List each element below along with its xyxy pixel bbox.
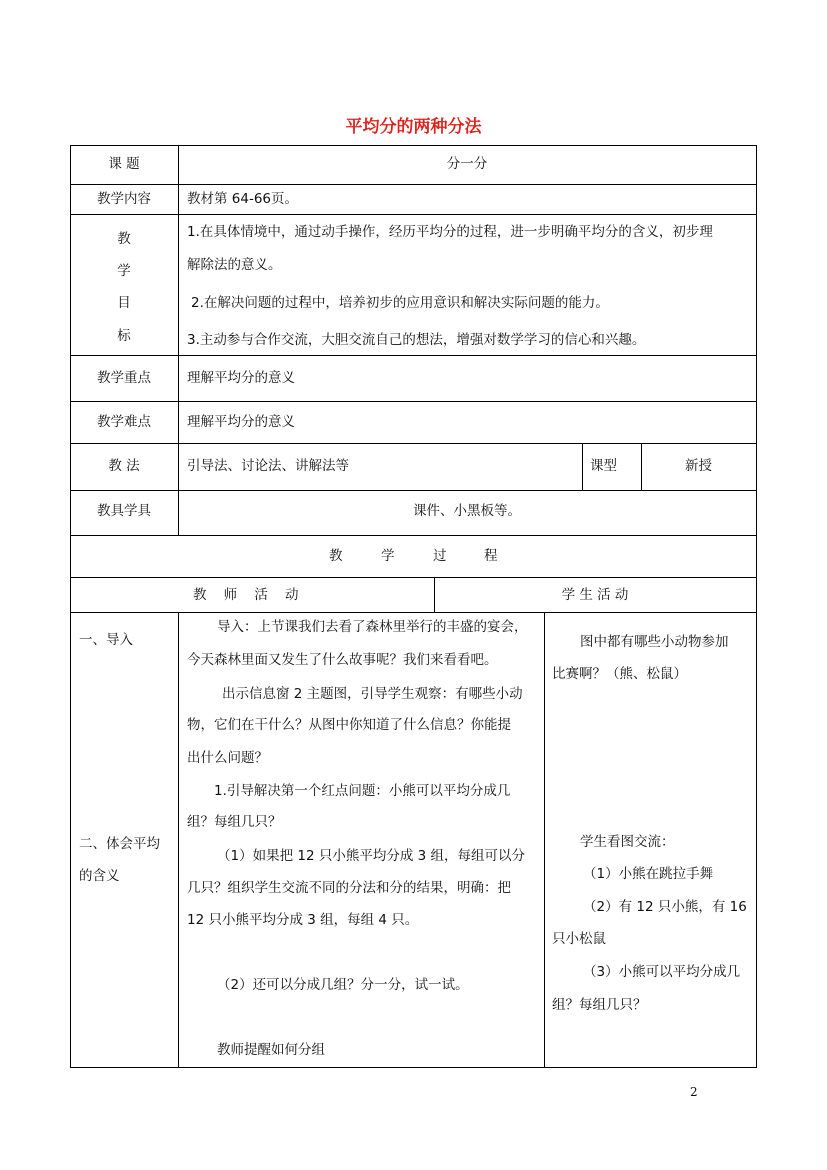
teacher-activity-line: 出什么问题？	[187, 750, 268, 766]
student-activity-line: 图中都有哪些小动物参加	[580, 634, 729, 650]
section-experience: 的含义	[79, 868, 120, 884]
teacher-activity-line: （1）如果把 12 只小熊平均分成 3 组，每组可以分	[217, 848, 526, 864]
student-activity-line: 比赛啊？（熊、松鼠）	[552, 666, 687, 682]
teacher-activity-line: 12 只小熊平均分成 3 组，每组 4 只。	[187, 912, 419, 928]
table-border-top	[70, 145, 757, 146]
teacher-activity-line: 物，它们在干什么？从图中你知道了什么信息？你能提	[187, 717, 511, 733]
table-border-bottom	[70, 1067, 757, 1068]
goals-label-char: 标	[117, 328, 131, 344]
goal-item: 1.在具体情境中，通过动手操作，经历平均分的过程，进一步明确平均分的含义，初步理	[187, 224, 713, 240]
student-activity-line: 组？每组几只？	[552, 997, 647, 1013]
row-divider	[70, 612, 757, 613]
row-divider	[70, 535, 757, 536]
goals-label-char: 教	[117, 231, 131, 247]
method-label: 教 法	[108, 458, 140, 474]
teacher-activity-line: 几只？组织学生交流不同的分法和分的结果，明确：把	[187, 880, 511, 896]
goal-item: 解除法的意义。	[187, 257, 282, 273]
key-point-value: 理解平均分的意义	[187, 370, 295, 386]
topic-label: 课 题	[108, 156, 140, 172]
key-point-label: 教学重点	[97, 370, 151, 386]
goals-label-char: 学	[117, 263, 131, 279]
student-activity-line: （2）有 12 只小熊，有 16	[583, 899, 747, 915]
lesson-type-label: 课型	[590, 458, 617, 474]
tools-label: 教具学具	[97, 503, 151, 519]
row-divider	[70, 214, 757, 215]
teacher-activity-line: 今天森林里面又发生了什么故事呢？我们来看看吧。	[187, 652, 498, 668]
method-value: 引导法、讨论法、讲解法等	[187, 458, 349, 474]
process-header-char: 程	[484, 548, 498, 564]
teacher-activity-line: （2）还可以分成几组？分一分，试一试。	[217, 977, 469, 993]
teacher-activity-line: 教师提醒如何分组	[217, 1042, 325, 1058]
content-label: 教学内容	[97, 191, 151, 207]
column-divider	[582, 443, 583, 491]
page-number: 2	[690, 1085, 698, 1099]
section-intro: 一、导入	[79, 632, 133, 648]
teacher-activity-line: 导入：上节课我们去看了森林里举行的丰盛的宴会，	[217, 619, 528, 635]
section-experience: 二、体会平均	[79, 836, 160, 852]
row-divider	[70, 355, 757, 356]
student-activity-line: （3）小熊可以平均分成几	[583, 964, 741, 980]
table-border-left	[70, 145, 71, 1068]
column-divider	[544, 612, 545, 1068]
process-header-char: 教	[329, 548, 343, 564]
document-title: 平均分的两种分法	[345, 117, 482, 137]
teacher-activity-line: 1.引导解决第一个红点问题：小熊可以平均分成几	[214, 783, 511, 799]
teacher-activity-line: 出示信息窗 2 主题图，引导学生观察：有哪些小动	[222, 686, 523, 702]
row-divider	[70, 443, 757, 444]
content-value: 教材第 64-66页。	[187, 191, 299, 207]
table-border-right	[756, 145, 757, 1068]
column-divider	[178, 145, 179, 536]
lesson-type-value: 新授	[685, 458, 712, 474]
student-activity-line: （1）小熊在跳拉手舞	[583, 866, 714, 882]
tools-value: 课件、小黑板等。	[413, 503, 521, 519]
difficulty-value: 理解平均分的意义	[187, 414, 295, 430]
student-activity-line: 学生看图交流：	[580, 834, 675, 850]
student-activity-header: 学 生 活 动	[561, 587, 629, 603]
process-header-char: 过	[433, 548, 447, 564]
goal-item: 3.主动参与合作交流，大胆交流自己的想法，增强对数学学习的信心和兴趣。	[187, 332, 646, 348]
difficulty-label: 教学难点	[97, 414, 151, 430]
student-activity-line: 只小松鼠	[552, 931, 606, 947]
row-divider	[70, 577, 757, 578]
column-divider	[178, 612, 179, 1068]
topic-value: 分一分	[446, 156, 488, 172]
goal-item: 2.在解决问题的过程中，培养初步的应用意识和解决实际问题的能力。	[191, 295, 609, 311]
row-divider	[70, 401, 757, 402]
teacher-activity-line: 组？每组几只？	[187, 814, 282, 830]
teacher-activity-header: 教 师 活 动	[193, 587, 299, 603]
process-header-char: 学	[381, 548, 395, 564]
goals-label-char: 目	[117, 295, 131, 311]
row-divider	[70, 184, 757, 185]
row-divider	[70, 490, 757, 491]
